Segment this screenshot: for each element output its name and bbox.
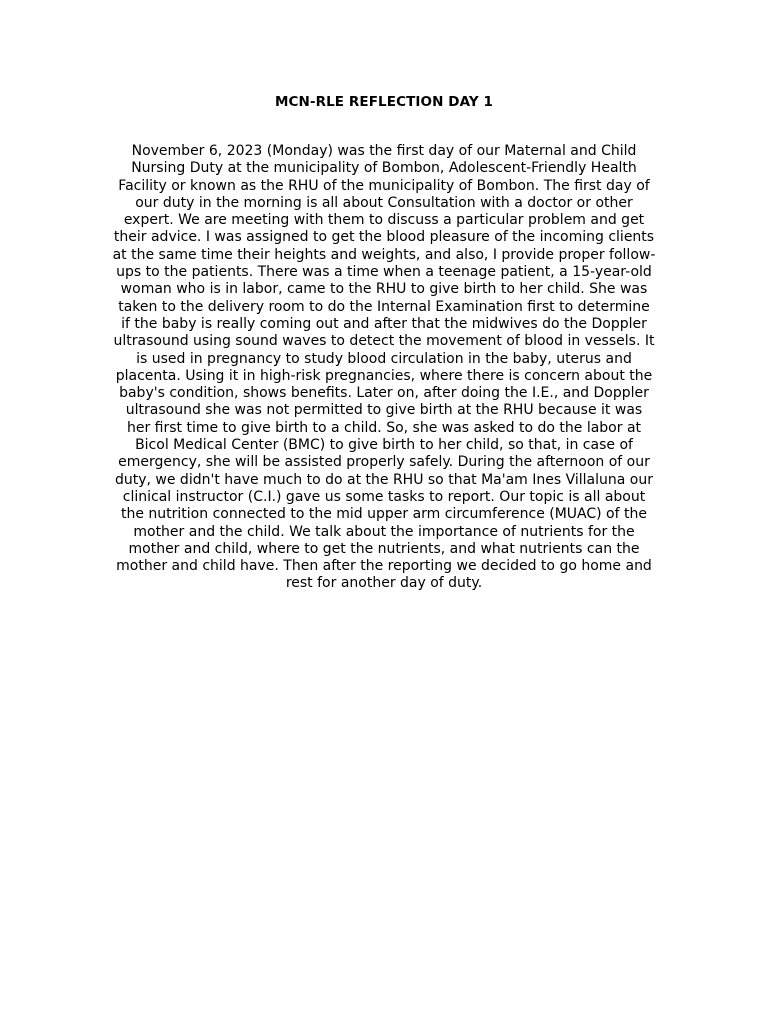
document-title: MCN-RLE REFLECTION DAY 1 [274,94,494,110]
reflection-paragraph: November 6, 2023 (Monday) was the first day of our Maternal and Child Nursing Duty at the municipality of Bombon, Adolescent-Friendly Health Facility or known as the RHU of the municipality of Bombon. The first day of our duty in the morning is all about Consultation with a doctor or other expert. We are meeting with them to discuss a particular problem and get their advice. I was assigned to get the blood pleasure of the incoming clients at the same time their heights and weights, and also, I provide proper follow-ups to the patients. There was a time when a teenage patient, a 15-year-old woman who is in labor, came to the RHU to give birth to her child. She was taken to the delivery room to do the Internal Examination first to determine if the baby is really coming out and after that the midwives do the Doppler ultrasound using sound waves to detect the movement of blood in vessels. It is used in pregnancy to study blood circulation in the baby, uterus and placenta. Using it in high-risk pregnancies, where there is concern about the baby's condition, shows benefits. Later on, after doing the I.E., and Doppler ultrasound she was not permitted to give birth at the RHU because it was her first time to give birth to a child. So, she was asked to do the labor at Bicol Medical Center (BMC) to give birth to her child, so that, in case of emergency, she will be assisted properly safely. During the afternoon of our duty, we didn't have much to do at the RHU so that Ma'am Ines Villaluna our clinical instructor (C.I.) gave us some tasks to report. Our topic is all about the nutrition connected to the mid upper arm circumference (MUAC) of the mother and the child. We talk about the importance of nutrients for the mother and child, where to get the nutrients, and what nutrients can the mother and child have. Then after the reporting we decided to go home and rest for another day of duty. [112,143,656,592]
